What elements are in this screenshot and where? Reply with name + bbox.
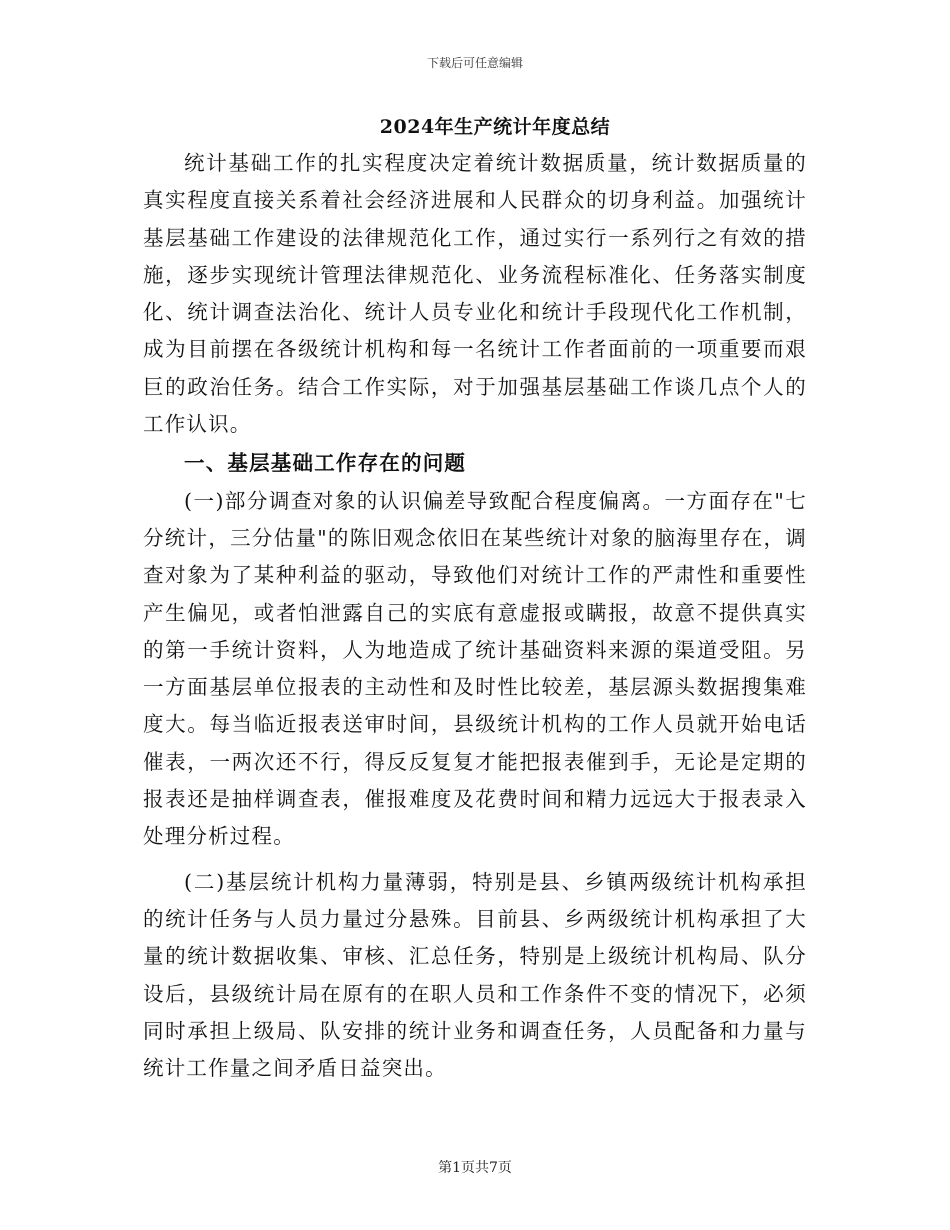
body-paragraph-2: (二)基层统计机构力量薄弱，特别是县、乡镇两级统计机构承担的统计任务与人员力量过分悬殊。目前县、乡两级统计机构承担了大量的统计数据收集、审核、汇总任务，特别是上级统计机构局、队分设后，县级统计局在原有的在职人员和工作条件不变的情况下，必须同时承担上级局、队安排的统计业务和调查任务，人员配备和力量与统计工作量之间矛盾日益突出。 — [143, 869, 807, 1081]
header-note: 下载后可任意编辑 — [426, 56, 523, 70]
body-paragraph-1: (一)部分调查对象的认识偏差导致配合程度偏离。一方面存在"七分统计，三分估量"的陈旧观念依旧在某些统计对象的脑海里存在，调查对象为了某种利益的驱动，导致他们对统计工作的严肃性和重要性产生偏见，或者怕泄露自己的实底有意虚报或瞒报，故意不提供真实的第一手统计资料，人为地造成了统计基础资料来源的渠道受阻。另一方面基层单位报表的主动性和及时性比较差，基层源头数据搜集难度大。每当临近报表送审时间，县级统计机构的工作人员就开始电话催表，一两次还不行，得反反复复才能把报表催到手，无论是定期的报表还是抽样调查表，催报难度及花费时间和精力远远大于报表录入处理分析过程。 — [143, 488, 807, 849]
document-title: 2024年生产统计年度总结 — [379, 116, 611, 138]
page-number-footer: 第1页共7页 — [438, 1160, 512, 1176]
section-heading: 一、基层基础工作存在的问题 — [184, 451, 467, 476]
document-body — [143, 145, 807, 1087]
intro-paragraph: 统计基础工作的扎实程度决定着统计数据质量，统计数据质量的真实程度直接关系着社会经济进展和人民群众的切身利益。加强统计基层基础工作建设的法律规范化工作，通过实行一系列行之有效的措施，逐步实现统计管理法律规范化、业务流程标准化、任务落实制度化、统计调查法治化、统计人员专业化和统计手段现代化工作机制，成为目前摆在各级统计机构和每一名统计工作者面前的一项重要而艰巨的政治任务。结合工作实际，对于加强基层基础工作谈几点个人的工作认识。 — [143, 151, 807, 437]
